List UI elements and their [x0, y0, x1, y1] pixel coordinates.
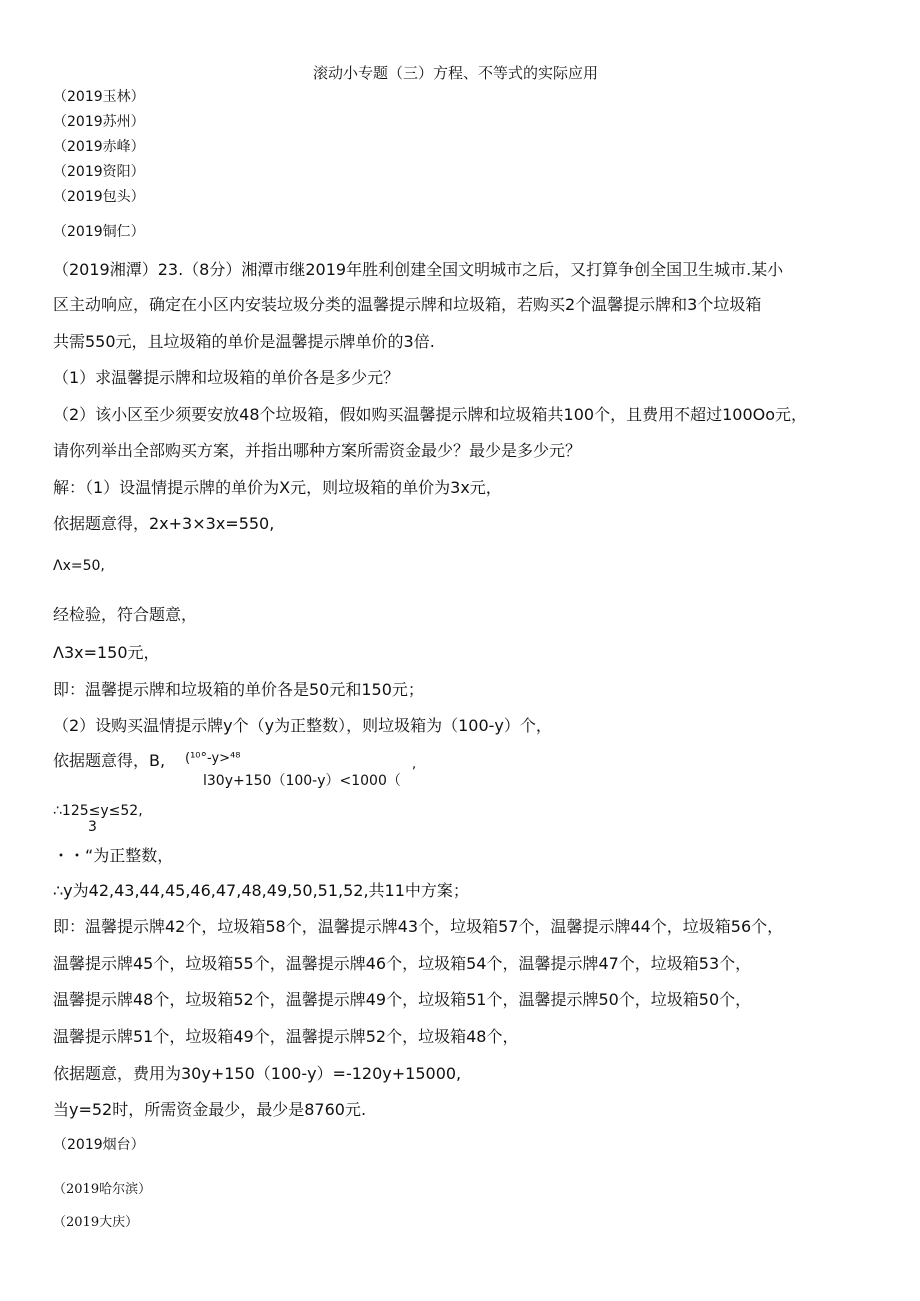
inequality-comma: ,	[412, 757, 417, 772]
source-daqing: （2019大庆）	[53, 1215, 139, 1230]
source-yantai: （2019烟台）	[53, 1137, 145, 1153]
question-2-line-2: 请你列举出全部购买方案，并指出哪种方案所需资金最少？最少是多少元？	[53, 441, 582, 460]
source-chifeng: （2019赤峰）	[53, 139, 145, 155]
inequality-line-1: (¹⁰°-y>⁴⁸	[185, 751, 241, 766]
solution-step-4: 经检验，符合题意，	[53, 605, 198, 624]
solution-range: ∴125≤y≤52,	[53, 803, 143, 819]
solution-conclusion: 当y=52时，所需资金最少，最少是8760元.	[53, 1100, 367, 1119]
question-2-line-1: （2）该小区至少须要安放48个垃圾箱，假如购买温馨提示牌和垃圾箱共100个，且费用不超过100Oo元，	[53, 405, 808, 424]
solution-step-12: ∴y为42,43,44,45,46,47,48,49,50,51,52,共11中方案；	[53, 881, 469, 900]
solution-range-denominator: 3	[88, 819, 97, 835]
problem-line-3: 共需550元，且垃圾箱的单价是温馨提示牌单价的3倍.	[53, 332, 435, 351]
source-yulin: （2019玉林）	[53, 89, 145, 105]
problem-line-2: 区主动响应，确定在小区内安装垃圾分类的温馨提示牌和垃圾箱，若购买2个温馨提示牌和3个垃圾箱	[53, 295, 762, 314]
plans-line-4: 温馨提示牌51个，垃圾箱49个，温馨提示牌52个，垃圾箱48个，	[53, 1027, 519, 1046]
source-harbin: （2019哈尔滨）	[53, 1182, 152, 1197]
source-ziyang: （2019资阳）	[53, 164, 145, 180]
solution-step-3: Λx=50,	[53, 558, 105, 574]
solution-step-2: 依据题意得，2x+3×3x=550,	[53, 514, 275, 533]
question-1: （1）求温馨提示牌和垃圾箱的单价各是多少元？	[53, 368, 400, 387]
source-tongren: （2019铜仁）	[53, 224, 145, 240]
source-baotou: （2019包头）	[53, 189, 145, 205]
inequality-line-2: l30y+150（100-y）<1000（	[203, 773, 401, 789]
solution-step-6: 即：温馨提示牌和垃圾箱的单价各是50元和150元；	[53, 680, 424, 699]
solution-cost: 依据题意，费用为30y+150（100-y）=-120y+15000,	[53, 1064, 462, 1083]
source-suzhou: （2019苏州）	[53, 114, 145, 130]
plans-line-2: 温馨提示牌45个，垃圾箱55个，温馨提示牌46个，垃圾箱54个，温馨提示牌47个，垃圾箱53个，	[53, 954, 752, 973]
page-title: 滚动小专题（三）方程、不等式的实际应用	[313, 64, 599, 82]
plans-line-3: 温馨提示牌48个，垃圾箱52个，温馨提示牌49个，垃圾箱51个，温馨提示牌50个，垃圾箱50个，	[53, 990, 752, 1009]
solution-step-8: 依据题意得，B,	[53, 751, 166, 770]
plans-line-1: 即：温馨提示牌42个，垃圾箱58个，温馨提示牌43个，垃圾箱57个，温馨提示牌44个，垃圾箱56个，	[53, 917, 784, 936]
solution-step-7: （2）设购买温情提示牌y个（y为正整数），则垃圾箱为（100-y）个，	[53, 716, 552, 735]
solution-step-1: 解：（1）设温情提示牌的单价为X元，则垃圾箱的单价为3x元，	[53, 478, 502, 497]
solution-step-11: ・・“为正整数，	[53, 846, 174, 865]
solution-step-5: Λ3x=150元，	[53, 643, 160, 662]
problem-line-1: （2019湘潭）23.（8分）湘潭市继2019年胜利创建全国文明城市之后，又打算争创全国卫生城市.某小	[53, 260, 784, 279]
